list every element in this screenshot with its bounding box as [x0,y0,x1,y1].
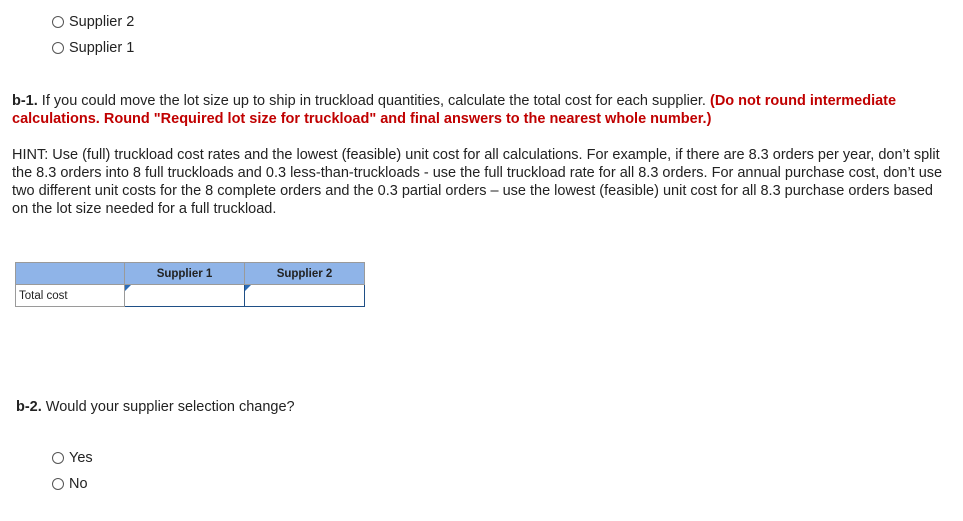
header-supplier-2: Supplier 2 [245,263,365,285]
question-b2-number: b-2. [16,399,42,415]
radio-button[interactable] [52,16,64,28]
row-label-total-cost: Total cost [16,285,125,307]
hint-text: HINT: Use (full) truckload cost rates and the lowest (feasible) unit cost for all calculations. For example, if there are 8.3 orders per year, don’t split the 8.3 orders into 8 full truckloads and 0.3 less-than-truckloads - use the full truckload rate for all 8.3 orders. For annual purchase cost, don’t use two different unit costs for the 8 complete orders and the 0.3 partial orders – use the lowest (feasible) unit cost for all 8.3 purchase orders based on the lot size needed for a full truckload. [12,147,943,217]
question-b2 [16,398,951,416]
question-b1-number: b-1. [12,93,38,109]
radio-option-yes[interactable] [52,448,93,468]
radio-option-supplier-2[interactable] [52,12,134,32]
cell-marker-icon [125,285,131,291]
table-header-row [16,263,365,285]
header-blank-cell [16,263,125,285]
question-b1-instruction: (Do not round intermediate calculations. Round "Required lot size for truckload" and final answers to the nearest whole number.) [12,93,897,127]
total-cost-supplier-2-cell[interactable] [245,285,365,307]
radio-button[interactable] [52,478,64,490]
total-cost-supplier-2-input[interactable] [245,286,364,306]
table-row [16,285,365,307]
total-cost-supplier-1-input[interactable] [125,286,244,306]
radio-label: No [69,476,88,492]
total-cost-supplier-1-cell[interactable] [125,285,245,307]
question-b1 [12,92,947,128]
radio-label: Supplier 1 [69,40,135,56]
radio-button[interactable] [52,452,64,464]
radio-label: Yes [69,450,93,466]
question-b2-text: Would your supplier selection change? [41,399,295,415]
question-b1-text: If you could move the lot size up to ship in truckload quantities, calculate the total cost for each supplier. [37,93,710,109]
radio-option-supplier-1[interactable] [52,38,134,58]
cell-marker-icon [245,285,251,291]
radio-option-no[interactable] [52,474,88,494]
answer-table [15,262,365,307]
header-supplier-1: Supplier 1 [125,263,245,285]
radio-label: Supplier 2 [69,14,135,30]
radio-button[interactable] [52,42,64,54]
